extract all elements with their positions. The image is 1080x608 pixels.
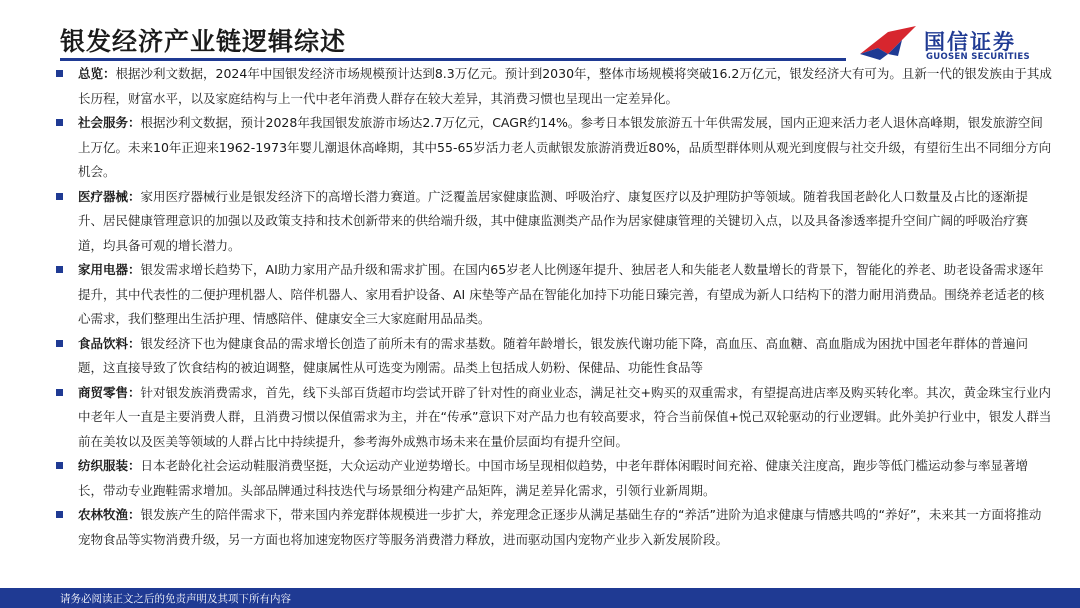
logo-name-cn: 国信证券 [924, 30, 1016, 54]
square-bullet-icon [56, 193, 63, 200]
item-label: 食品饮料： [78, 335, 141, 351]
item-label: 农林牧渔： [78, 507, 141, 522]
square-bullet-icon [56, 119, 63, 126]
item-body: 针对银发族消费需求，首先，线下头部百货超市均尝试开辟了针对性的商业业态，满足社交+购买的双重需求，有望提高进店率及购买转化率。其次，黄金珠宝行业内中老年人一直是主要消费人群，且消费习惯以保值需求为主，并在“传承”意识下对产品力也有较高要求，符合当前保值+悦己双轮驱动的行业逻辑。此外美护行业中，银发人群当前在美妆以及医美等领域的人群占比中持续提升，参考海外成熟市场未来在量价层面均有提升空间。 [78, 384, 1052, 449]
item-body: 根据沙利文数据，预计2028年我国银发旅游市场达2.7万亿元，CAGR约14%。参考日本银发旅游五十年供需发展，国内正迎来活力老人退休高峰期，银发旅游空间上万亿。未来10年正迎来1962-1973年婴儿潮退休高峰期，其中55-65岁活力老人贡献银发旅游消费近80%，品质型群体则从观光到度假与社交升级，有望衍生出不同细分方向机会。 [78, 115, 1052, 179]
list-item-overview [52, 62, 1052, 111]
item-label: 医疗器械： [78, 188, 141, 204]
item-text [78, 111, 1052, 185]
item-body: 银发需求增长趋势下，AI助力家用产品升级和需求扩围。在国内65岁老人比例逐年提升、独居老人和失能老人数量增长的背景下，智能化的养老、助老设备需求逐年提升，其中代表性的二便护理机器人、陪伴机器人、家用看护设备、AI 床垫等产品在智能化加持下功能日臻完善，有望成为新人口结构下的潜力耐用消费品。围绕养老适老的核心需求，我们整理出生活护理、情感陪伴、健康安全三大家庭耐用品品类。 [78, 262, 1045, 326]
square-bullet-icon [56, 511, 63, 518]
item-text [78, 332, 1052, 381]
list-item-social-services [52, 111, 1052, 185]
page-title: 银发经济产业链逻辑综述 [60, 27, 347, 56]
square-bullet-icon [56, 462, 63, 469]
item-label: 总览： [78, 66, 116, 81]
logo-name-en: GUOSEN SECURITIES [926, 52, 1030, 62]
square-bullet-icon [56, 340, 63, 347]
title-underline [60, 58, 846, 61]
square-bullet-icon [56, 70, 63, 77]
item-body: 家用医疗器械行业是银发经济下的高增长潜力赛道。广泛覆盖居家健康监测、呼吸治疗、康复医疗以及护理防护等领域。随着我国老龄化人口数量及占比的逐渐提升、居民健康管理意识的加强以及政策支持和技术创新带来的供给端升级，其中健康监测类产品作为居家健康管理的关键切入点，以及具备渗透率提升空间广阔的呼吸治疗赛道，均具备可观的增长潜力。 [78, 188, 1029, 253]
item-text [78, 503, 1052, 552]
item-body: 日本老龄化社会运动鞋服消费坚挺，大众运动产业逆势增长。中国市场呈现相似趋势，中老年群体闲暇时间充裕、健康关注度高，跑步等低门槛运动参与率显著增长，带动专业跑鞋需求增加。头部品牌通过科技迭代与场景细分构建产品矩阵，满足差异化需求，引领行业新周期。 [78, 458, 1029, 498]
item-label: 纺织服装： [78, 458, 141, 473]
item-label: 商贸零售： [78, 384, 141, 400]
list-item-home-appliances [52, 258, 1052, 332]
header [0, 0, 1080, 62]
item-text [78, 185, 1052, 259]
list-item-food-beverage [52, 332, 1052, 381]
guosen-logo [858, 24, 1068, 64]
guosen-logo-icon [858, 24, 922, 62]
item-text [78, 381, 1052, 455]
disclaimer-text: 请务必阅读正文之后的免责声明及其项下所有内容 [60, 593, 291, 605]
list-item-textile-apparel [52, 454, 1052, 503]
item-text [78, 454, 1052, 503]
item-text [78, 62, 1052, 111]
square-bullet-icon [56, 389, 63, 396]
item-label: 家用电器： [78, 262, 141, 277]
item-body: 银发族产生的陪伴需求下，带来国内养宠群体规模进一步扩大，养宠理念正逐步从满足基础生存的“养活”进阶为追求健康与情感共鸣的“养好”，未来其一方面将推动宠物食品等实物消费升级，另一方面也将加速宠物医疗等服务消费潜力释放，进而驱动国内宠物产业步入新发展阶段。 [78, 507, 1042, 547]
list-item-agriculture [52, 503, 1052, 552]
item-text [78, 258, 1052, 332]
item-body: 银发经济下也为健康食品的需求增长创造了前所未有的需求基数。随着年龄增长，银发族代谢功能下降，高血压、高血糖、高血脂成为困扰中国老年群体的普遍问题，这直接导致了饮食结构的被迫调整，健康属性从可选变为刚需。品类上包括成人奶粉、保健品、功能性食品等 [78, 335, 1029, 375]
summary-list [52, 62, 1052, 552]
item-label: 社会服务： [78, 115, 141, 130]
footer-bar [0, 588, 1080, 608]
list-item-retail [52, 381, 1052, 455]
item-body: 根据沙利文数据，2024年中国银发经济市场规模预计达到8.3万亿元。预计到2030年，整体市场规模将突破16.2万亿元，银发经济大有可为。且新一代的银发族由于其成长历程，财富水平，以及家庭结构与上一代中老年消费人群存在较大差异，其消费习惯也呈现出一定差异化。 [78, 66, 1052, 106]
square-bullet-icon [56, 266, 63, 273]
list-item-medical-devices [52, 185, 1052, 259]
